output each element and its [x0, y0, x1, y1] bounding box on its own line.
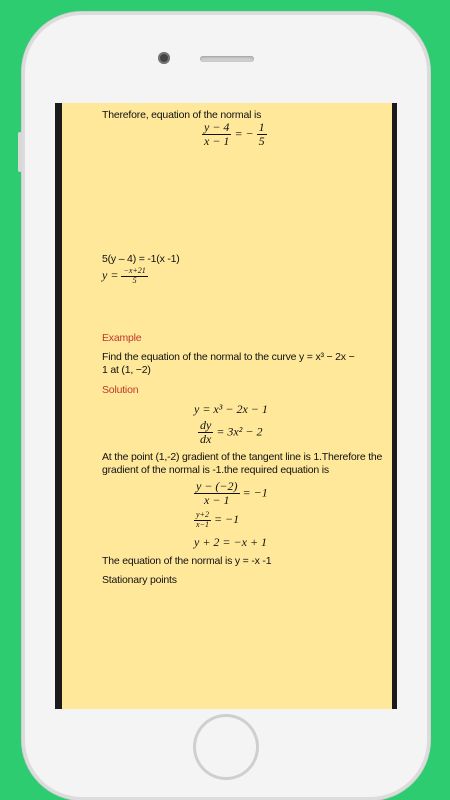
eq1-equals: = − [234, 126, 254, 141]
solution-heading: Solution [102, 384, 139, 396]
example-text-line1: Find the equation of the normal to the curve y = x³ − 2x − [102, 351, 355, 363]
step1-rhs: = −1 [242, 485, 268, 500]
earpiece-speaker [200, 56, 254, 62]
line-5y: 5(y – 4) = -1(x -1) [102, 253, 180, 265]
example-heading: Example [102, 332, 142, 344]
step1-numerator: y − (−2) [196, 479, 238, 493]
example-text-line2: 1 at (1, −2) [102, 364, 151, 376]
step2-denominator: x−1 [196, 519, 209, 529]
front-camera [158, 52, 170, 64]
eq1-numerator: y − 4 [204, 120, 230, 134]
derivative-fraction [198, 419, 213, 446]
y-equation [102, 267, 148, 286]
stationary-points-heading: Stationary points [102, 574, 177, 586]
eq1-rhs-denominator: 5 [258, 134, 265, 149]
derivative-rhs: = 3x² − 2 [216, 424, 263, 439]
derivative-denominator: dx [200, 432, 212, 447]
step3-equation: y + 2 = −x + 1 [194, 535, 268, 549]
y-fraction [121, 267, 147, 286]
document-page[interactable] [62, 103, 392, 709]
phone-frame [22, 12, 430, 800]
y-label: y = [102, 268, 119, 283]
step1-denominator: x − 1 [204, 493, 230, 508]
eq1-denominator: x − 1 [204, 134, 230, 149]
step1-equation [194, 480, 268, 507]
solution-equation-1: y = x³ − 2x − 1 [194, 402, 268, 416]
home-button[interactable] [193, 714, 259, 780]
step1-fraction [194, 480, 240, 507]
phone-screen [55, 103, 397, 709]
derivative-numerator: dy [200, 418, 212, 432]
eq1-rhs-numerator: 1 [258, 120, 265, 134]
gradient-text-line2: gradient of the normal is -1.the required equation is [102, 464, 329, 476]
step2-rhs: = −1 [213, 512, 240, 527]
step2-fraction [194, 511, 211, 530]
y-denominator: 5 [132, 275, 137, 285]
eq1-fraction [202, 121, 231, 148]
step2-equation [194, 511, 239, 530]
intro-text: Therefore, equation of the normal is [102, 109, 262, 121]
y-numerator: −x+21 [123, 266, 146, 275]
normal-equation [202, 121, 267, 148]
eq1-rhs-fraction [257, 121, 267, 148]
gradient-text-line1: At the point (1,-2) gradient of the tangent line is 1.Therefore the [102, 451, 383, 463]
step2-numerator: y+2 [196, 510, 209, 519]
conclusion-text: The equation of the normal is y = -x -1 [102, 555, 272, 567]
derivative-equation [198, 419, 262, 446]
